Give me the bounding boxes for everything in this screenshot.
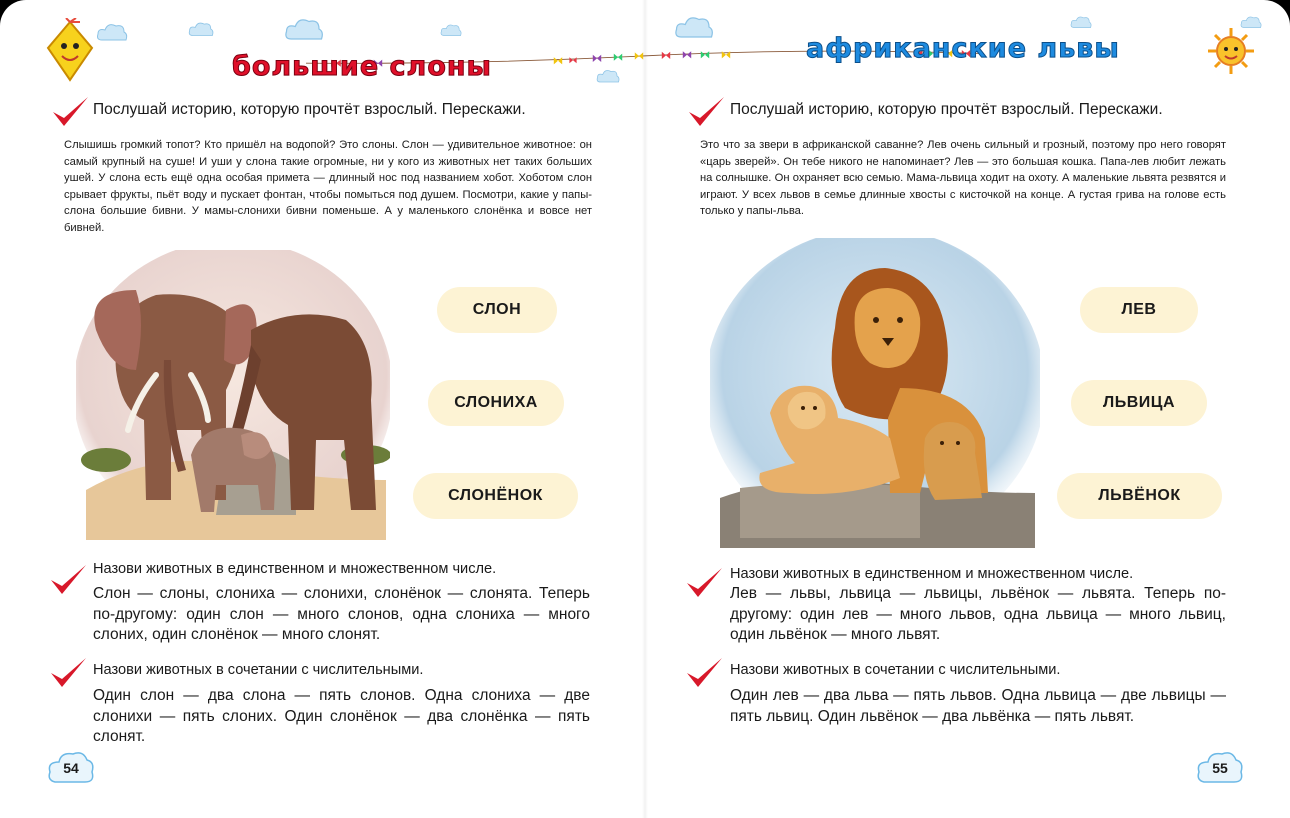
word-card-slonikha: СЛОНИХА: [428, 380, 564, 426]
cloud-icon: [188, 20, 214, 38]
cloud-icon: [1240, 14, 1262, 30]
cloud-icon: [440, 22, 462, 38]
kite-icon: [40, 18, 100, 88]
checkmark-icon: [48, 655, 88, 691]
checkmark-icon: [686, 94, 726, 130]
right-page-number: 55: [1212, 760, 1228, 776]
right-task3-prompt: Назови животных в сочетании с числительными.: [730, 662, 1061, 678]
cloud-icon: [674, 14, 714, 40]
cloud-icon: [596, 68, 620, 84]
book-gutter: [642, 0, 648, 818]
left-task3-answer: Один слон — два слона — пять слонов. Одна слониха — две слонихи — пять слоних. Один слонёнок — два слонёнка — пять слонят.: [93, 687, 590, 745]
left-page-number: 54: [63, 760, 79, 776]
right-task2-prompt: Назови животных в единственном и множественном числе.: [730, 566, 1134, 582]
word-card-lvyonok: ЛЬВЁНОК: [1057, 473, 1222, 519]
left-page-title: большие слоны: [232, 51, 492, 82]
checkmark-icon: [684, 565, 724, 601]
cloud-icon: [284, 16, 324, 42]
right-instruction: Послушай историю, которую прочтёт взрослый. Перескажи.: [730, 101, 1163, 118]
left-story: Слышишь громкий топот? Кто пришёл на водопой? Это слоны. Слон — удивительное животное: он самый крупный на суше! И уши у слона такие огромные, ни у кого из животных нет таких больших ушей. У слона есть ещё одна особая примета — длинный нос под названием хобот. Хоботом слон срывает фрукты, пьёт воду и пускает фонтан, чтобы помыться под душем. Посмотри, какие у папы-слона большие бивни. У мамы-слонихи бивни поменьше. А у маленького слонёнка и вовсе нет бивней.: [64, 139, 592, 234]
lions-illustration: [710, 238, 1040, 552]
left-task2-prompt: Назови животных в единственном и множественном числе.: [93, 561, 497, 577]
word-card-slon: СЛОН: [437, 287, 557, 333]
right-page-title: африканские львы: [806, 33, 1120, 64]
word-card-slonyonok: СЛОНЁНОК: [413, 473, 578, 519]
sun-icon: [1206, 26, 1256, 76]
left-task2-answer: Слон — слоны, слониха — слонихи, слонёнок — слонята. Теперь по-другому: один слон — много слонов, одна слониха — много слоних, один слонёнок — много слонят.: [93, 585, 590, 643]
cloud-icon: [1070, 14, 1092, 30]
word-card-lvitsa: ЛЬВИЦА: [1071, 380, 1207, 426]
checkmark-icon: [684, 655, 724, 691]
right-task2-answer: Лев — львы, львица — львицы, львёнок — львята. Теперь по-другому: один лев — много львов, одна львица — много львиц, один львёнок — много львят.: [730, 585, 1226, 643]
left-instruction: Послушай историю, которую прочтёт взрослый. Перескажи.: [93, 101, 526, 118]
word-card-lev: ЛЕВ: [1080, 287, 1198, 333]
right-task3-answer: Один лев — два льва — пять львов. Одна львица — две львицы — пять львиц. Один львёнок — два львёнка — пять львят.: [730, 687, 1226, 725]
right-story: Это что за звери в африканской саванне? Лев очень сильный и грозный, поэтому про него говорят «царь зверей». Он тебе никого не напоминает? Лев — это большая кошка. Папа-лев любит лежать на солнышке. Он охраняет всю семью. Мама-львица ходит на охоту. А маленькие львята резвятся и играют. У всех львов в семье длинные хвосты с кисточкой на конце. А густая грива на голове есть только у папы-льва.: [700, 139, 1226, 218]
checkmark-icon: [48, 562, 88, 598]
left-task3-prompt: Назови животных в сочетании с числительными.: [93, 662, 424, 678]
elephants-illustration: [76, 250, 390, 544]
cloud-icon: [96, 22, 128, 42]
checkmark-icon: [50, 94, 90, 130]
